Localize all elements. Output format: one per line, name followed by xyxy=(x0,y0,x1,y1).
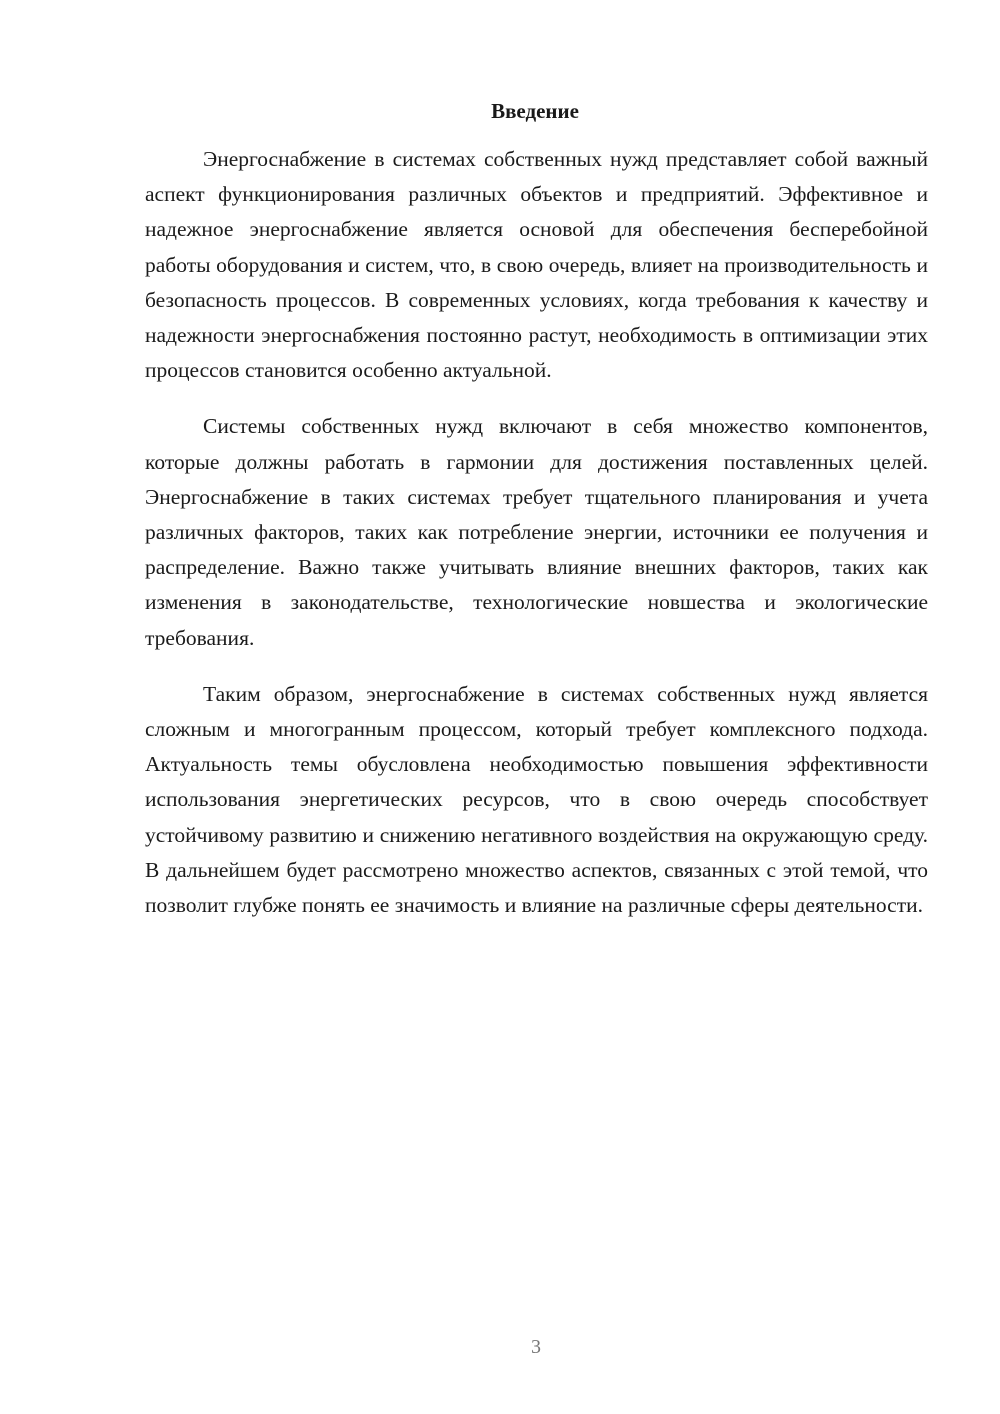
paragraph: Таким образом, энергоснабжение в системах собственных нужд является сложным и многогранным процессом, который требует комплексного подхода. Актуальность темы обусловлена необходимостью повышения эффективности использования энергетических ресурсов, что в свою очередь способствует устойчивому развитию и снижению негативного воздействия на окружающую среду. В дальнейшем будет рассмотрено множество аспектов, связанных с этой темой, что позволит глубже понять ее значимость и влияние на различные сферы деятельности. xyxy=(145,681,928,918)
section-heading: Введение xyxy=(491,99,579,123)
paragraph: Энергоснабжение в системах собственных нужд представляет собой важный аспект функционирования различных объектов и предприятий. Эффективное и надежное энергоснабжение является основой для обеспечения бесперебойной работы оборудования и систем, что, в свою очередь, влияет на производительность и безопасность процессов. В современных условиях, когда требования к качеству и надежности энергоснабжения постоянно растут, необходимость в оптимизации этих процессов становится особенно актуальной. xyxy=(145,147,928,383)
body-text xyxy=(145,142,928,944)
paragraph: Системы собственных нужд включают в себя множество компонентов, которые должны работать в гармонии для достижения поставленных целей. Энергоснабжение в таких системах требует тщательного планирования и учета различных факторов, таких как потребление энергии, источники ее получения и распределение. Важно также учитывать влияние внешних факторов, таких как изменения в законодательстве, технологические новшества и экологические требования. xyxy=(145,414,928,650)
page-number: 3 xyxy=(531,1336,541,1358)
